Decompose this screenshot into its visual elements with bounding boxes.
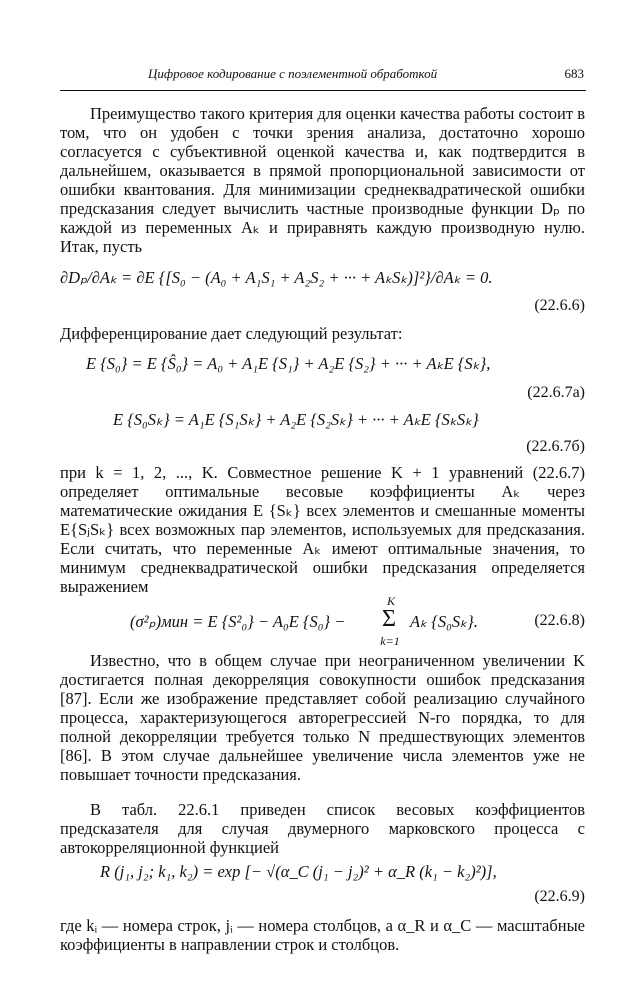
equation-22-6-6: ∂Dₚ/∂Aₖ = ∂E {[S₀ − (A₀ + A₁S₁ + A₂S₂ + ··· + AₖSₖ)]²}/∂Aₖ = 0. (60, 268, 493, 287)
paragraph-2: Дифференцирование дает следующий результат: (60, 324, 403, 343)
sum-lower-limit: k=1 (380, 634, 400, 648)
equation-22-6-8-left: (σ²ₚ)мин = E {S²₀} − A₀E {S₀} − (130, 612, 346, 631)
equation-22-6-7a: E {S₀} = E {Ŝ₀} = A₀ + A₁E {S₁} + A₂E {S₂} + ··· + AₖE {Sₖ}, (86, 354, 491, 373)
equation-22-6-8-right: Aₖ {S₀Sₖ}. (410, 612, 478, 631)
equation-number-22-6-8: (22.6.8) (534, 612, 585, 629)
running-title: Цифровое кодирование с поэлементной обработкой (148, 66, 438, 81)
equation-22-6-9: R (j₁, j₂; k₁, k₂) = exp [− √(α_C (j₁ − j₂)² + α_R (k₁ − k₂)²)], (100, 862, 497, 881)
equation-22-6-7b: E {S₀Sₖ} = A₁E {S₁Sₖ} + A₂E {S₂Sₖ} + ··· + AₖE {SₖSₖ} (113, 410, 479, 429)
header-rule (60, 90, 586, 91)
page-number: 683 (564, 66, 584, 81)
equation-number-22-6-9: (22.6.9) (534, 888, 585, 905)
sum-upper-limit: K (386, 594, 395, 608)
paragraph-5: В табл. 22.6.1 приведен список весовых коэффициентов предсказателя для случая двумерного марковского процесса с автокорреляционной функцией (60, 800, 585, 857)
equation-number-22-6-7b: (22.6.7б) (526, 438, 585, 455)
paragraph-3: при k = 1, 2, ..., K. Совместное решение K + 1 уравнений (22.6.7) определяет оптимальные весовые коэффициенты Aₖ через математические ожидания E {Sₖ} всех элементов и смешанные моменты E{SⱼSₖ} всех возможных пар элементов, используемых для предсказания. Если считать, что переменные Aₖ имеют оптимальные значения, то минимум среднеквадратической ошибки предсказания определяется выражением (60, 463, 585, 596)
paragraph-4: Известно, что в общем случае при неограниченном увеличении K достигается полная декорреляция совокупности ошибок предсказания [87]. Если же изображение представляет собой реализацию случайного процесса, характеризующегося авторегрессией N-го порядка, то для полной декорреляции требуется только N предшествующих элементов [86]. В этом случае дальнейшее увеличение числа элементов уже не повышает точности предсказания. (60, 651, 585, 784)
equation-number-22-6-7a: (22.6.7а) (527, 384, 585, 401)
paragraph-6: где kᵢ — номера строк, jᵢ — номера столбцов, а α_R и α_C — масштабные коэффициенты в направлении строк и столбцов. (60, 916, 585, 954)
paragraph-1: Преимущество такого критерия для оценки качества работы состоит в том, что он удобен с точки зрения анализа, достаточно хорошо согласуется с субъективной оценкой качества и, как подтвердится в дальнейшем, оказывается в прямой пропорциональной зависимости от ошибки квантования. Для минимизации среднеквадратической ошибки предсказания следует вычислить частные производные функции Dₚ по каждой из переменных Aₖ и приравнять каждую производную нулю. Итак, пусть (60, 104, 585, 256)
sum-sign: Σ (382, 606, 396, 632)
equation-number-22-6-6: (22.6.6) (534, 297, 585, 314)
